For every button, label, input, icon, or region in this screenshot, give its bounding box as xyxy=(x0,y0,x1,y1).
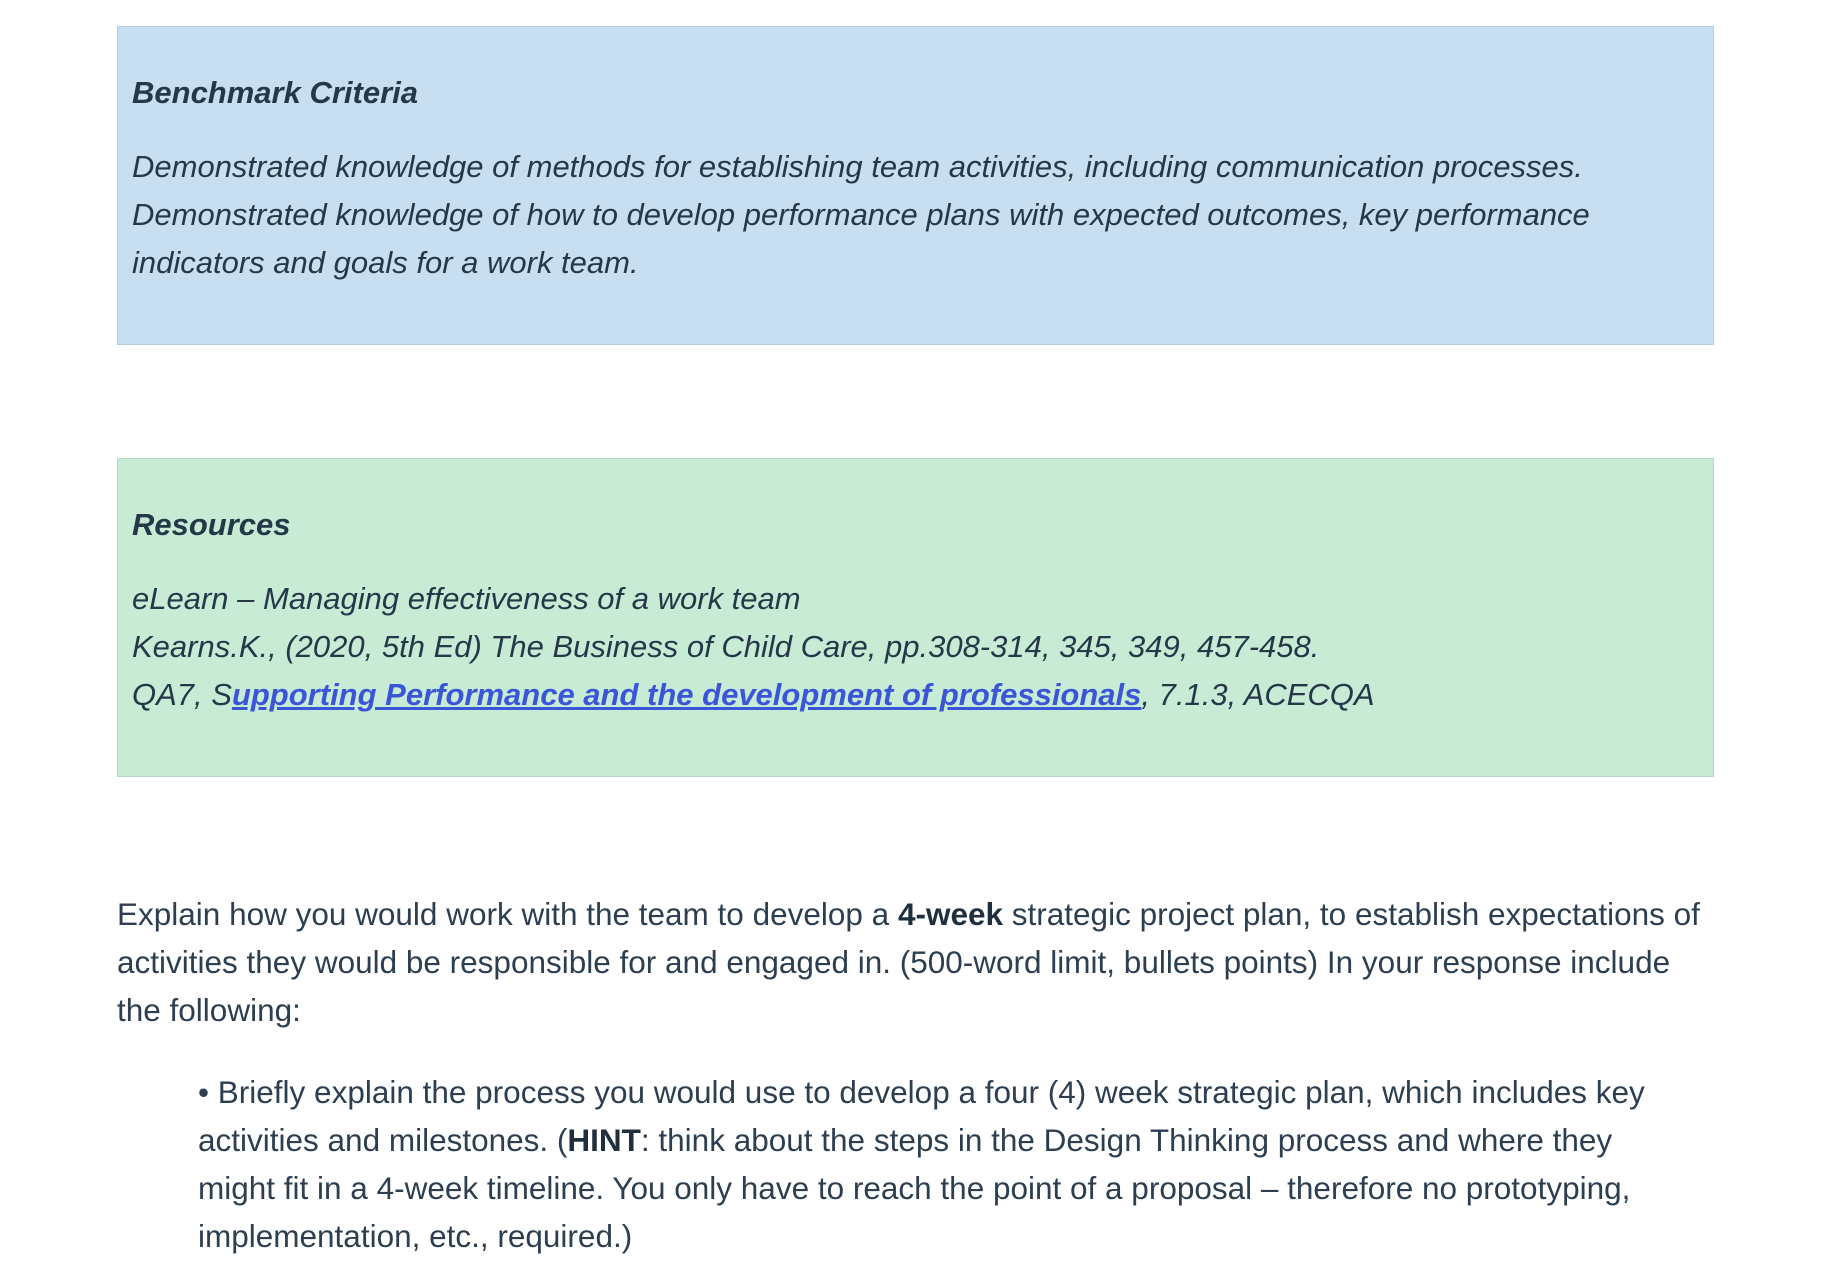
resource-qa7-suffix: , 7.1.3, ACECQA xyxy=(1141,677,1375,712)
benchmark-criteria-title: Benchmark Criteria xyxy=(132,75,419,110)
resources-panel xyxy=(117,458,1714,777)
task-prompt-emphasis: 4-week xyxy=(897,896,1004,932)
benchmark-criteria-line: Demonstrated knowledge of how to develop performance plans with expected outcomes, key performance xyxy=(132,197,1590,232)
resource-qa7-prefix: QA7, S xyxy=(132,677,232,712)
resource-qa7 xyxy=(132,671,1699,719)
benchmark-criteria-line: Demonstrated knowledge of methods for establishing team activities, including communication processes. xyxy=(132,149,1583,184)
bullet-marker: • xyxy=(198,1074,210,1110)
benchmark-criteria-panel xyxy=(117,26,1714,345)
bullet-text: Briefly explain the process you would use to develop a four (4) week strategic plan, which includes key activities and milestones. ( xyxy=(198,1074,1645,1158)
resources-title: Resources xyxy=(132,507,291,542)
requirement-bullet xyxy=(198,1068,1688,1260)
resource-kearns-book: Kearns.K., (2020, 5th Ed) The Business of Child Care, pp.308-314, 345, 349, 457-458. xyxy=(132,629,1320,664)
resource-elearn: eLearn – Managing effectiveness of a work team xyxy=(132,581,801,616)
benchmark-criteria-line: indicators and goals for a work team. xyxy=(132,245,639,280)
supporting-performance-link[interactable]: upporting Performance and the development of professionals xyxy=(231,677,1142,712)
hint-label: HINT xyxy=(567,1122,641,1158)
bullet-text-continued: : think about the steps in the Design Thinking process and where they might fit in a 4-week timeline. You only have to reach the point of a proposal – therefore no prototyping, implementation, etc., required.) xyxy=(198,1122,1631,1254)
task-prompt xyxy=(117,890,1717,1034)
task-prompt-text-continued: strategic project plan, to establish expectations of activities they would be responsible for and engaged in. (500-word limit, bullets points) In your response include the following: xyxy=(117,896,1700,1028)
task-prompt-text: Explain how you would work with the team to develop a xyxy=(117,896,898,932)
